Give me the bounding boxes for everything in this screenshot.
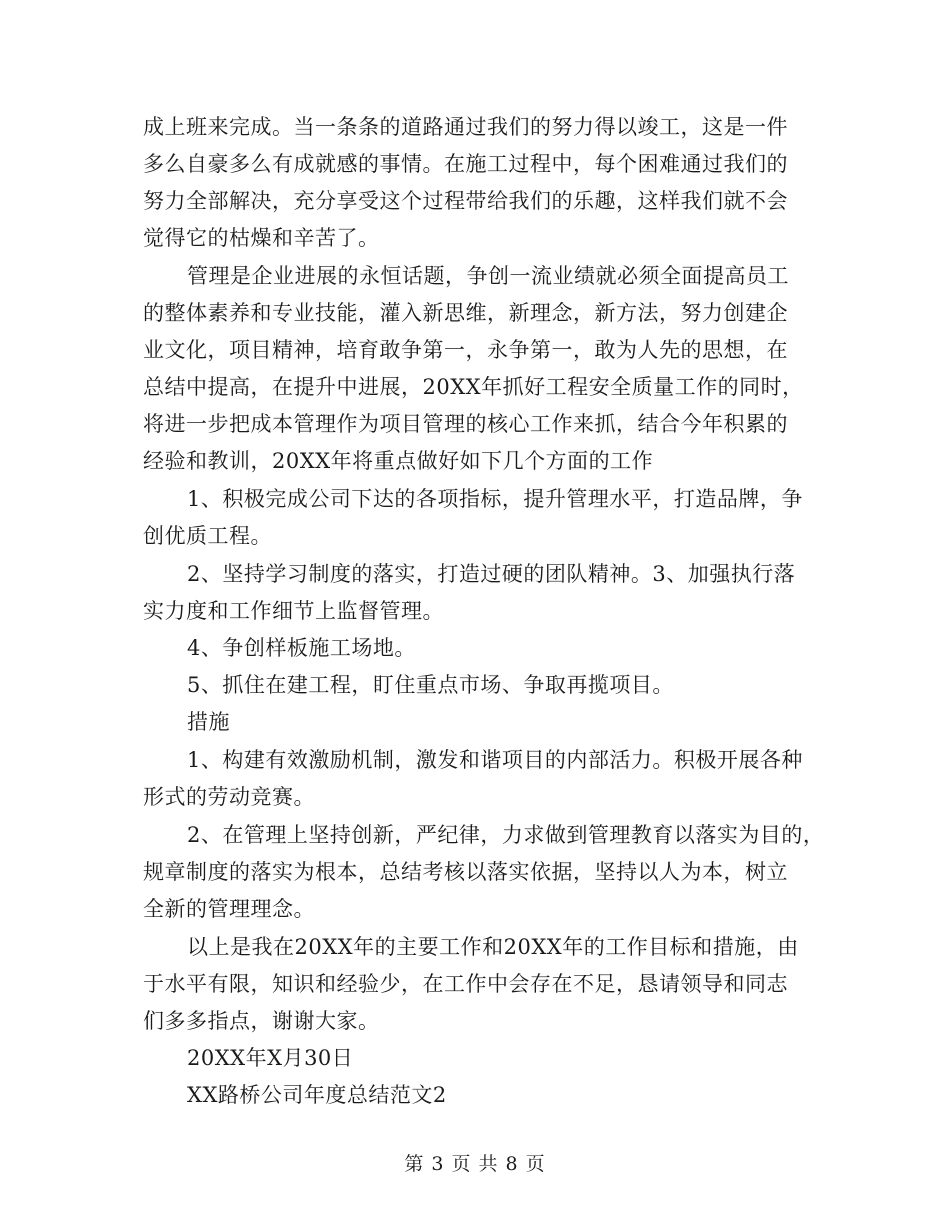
list-item-4: 4、争创样板施工场地。: [187, 636, 416, 660]
closing-paragraph: 以上是我在20XX年的主要工作和20XX年的工作目标和措施，由: [187, 935, 799, 959]
measure-item-2: 2、在管理上坚持创新，严纪律，力求做到管理教育以落实为目的，: [187, 823, 825, 847]
text-line: 总结中提高，在提升中进展，20XX年抓好工程安全质量工作的同时，: [143, 375, 804, 399]
section-heading: 措施: [187, 710, 230, 734]
text-line: 的整体素养和专业技能，灌入新思维，新理念，新方法，努力创建企: [143, 301, 788, 325]
text-line: 创优质工程。: [143, 524, 272, 548]
text-line: 全新的管理理念。: [143, 897, 315, 921]
text-line: 觉得它的枯燥和辛苦了。: [143, 226, 380, 250]
text-line: 实力度和工作细节上监督管理。: [143, 599, 444, 623]
paragraph-first-line: 管理是企业进展的永恒话题，争创一流业绩就必须全面提高员工: [187, 264, 789, 288]
text-line: 经验和教训，20XX年将重点做好如下几个方面的工作: [143, 449, 654, 473]
text-line: 将进一步把成本管理作为项目管理的核心工作来抓，结合今年积累的: [143, 412, 788, 436]
list-item-5: 5、抓住在建工程，盯住重点市场、争取再揽项目。: [187, 673, 674, 697]
date-line: 20XX年X月30日: [187, 1046, 354, 1070]
list-item-1: 1、积极完成公司下达的各项指标，提升管理水平，打造品牌，争: [187, 487, 803, 511]
text-line: 们多多指点，谢谢大家。: [143, 1009, 380, 1033]
text-line: 成上班来完成。当一条条的道路通过我们的努力得以竣工，这是一件: [143, 115, 788, 139]
text-line: 努力全部解决，充分享受这个过程带给我们的乐趣，这样我们就不会: [143, 189, 788, 213]
text-line: 多么自豪多么有成就感的事情。在施工过程中，每个困难通过我们的: [143, 152, 788, 176]
text-line: 于水平有限，知识和经验少，在工作中会存在不足，恳请领导和同志: [143, 972, 788, 996]
text-line: 业文化，项目精神，培育敢争第一，永争第一，敢为人先的思想，在: [143, 338, 788, 362]
page-number-footer: 第 3 页 共 8 页: [404, 1153, 546, 1175]
text-line: 形式的劳动竞赛。: [143, 785, 315, 809]
next-document-title: XX路桥公司年度总结范文2: [187, 1083, 447, 1107]
text-line: 规章制度的落实为根本，总结考核以落实依据，坚持以人为本，树立: [143, 860, 788, 884]
list-item-2: 2、坚持学习制度的落实，打造过硬的团队精神。3、加强执行落: [187, 562, 796, 586]
measure-item-1: 1、构建有效激励机制，激发和谐项目的内部活力。积极开展各种: [187, 748, 803, 772]
